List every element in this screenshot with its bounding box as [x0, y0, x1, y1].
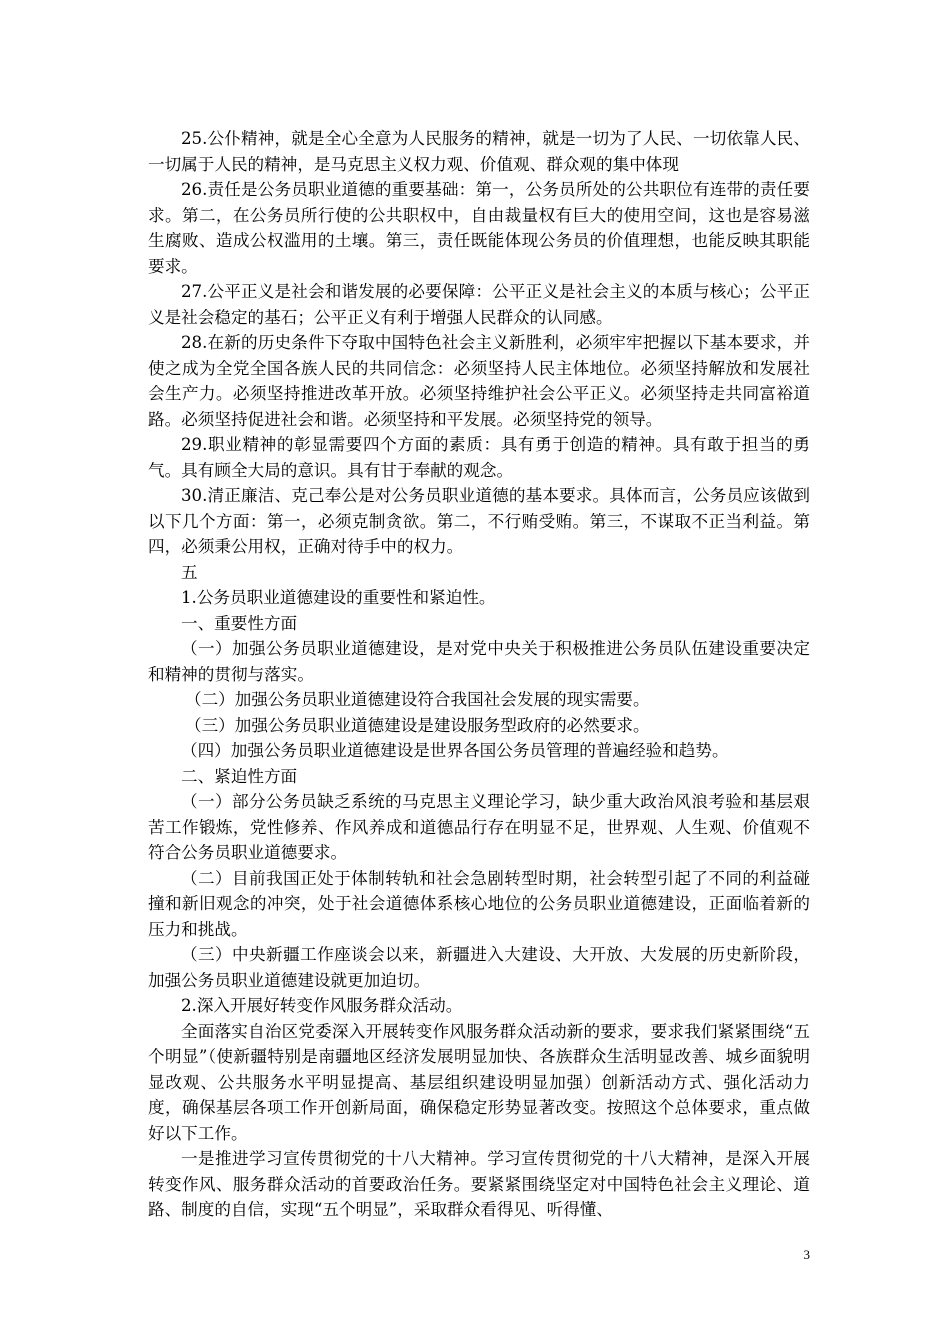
urgency-item-2: （二）目前我国正处于体制转轨和社会急剧转型时期，社会转型引起了不同的利益碰撞和新旧观念的冲突，处于社会道德体系核心地位的公务员职业道德建设，正面临着新的压力和挑战。 [148, 868, 810, 939]
document-body [148, 126, 810, 1223]
paragraph-26: 26.责任是公务员职业道德的重要基础：第一，公务员所处的公共职位有连带的责任要求。第二，在公务员所行使的公共职权中，自由裁量权有巨大的使用空间，这也是容易滋生腐败、造成公权滥用的土壤。第三，责任既能体现公务员的价值理想，也能反映其职能要求。 [148, 180, 810, 276]
subheading-1: 1.公务员职业道德建设的重要性和紧迫性。 [181, 588, 496, 607]
importance-item-2: （二）加强公务员职业道德建设符合我国社会发展的现实需要。 [185, 690, 650, 709]
page-number: 3 [803, 1247, 810, 1262]
paragraph-27: 27.公平正义是社会和谐发展的必要保障：公平正义是社会主义的本质与核心；公平正义是社会稳定的基石；公平正义有利于增强人民群众的认同感。 [148, 282, 810, 327]
importance-item-1: （一）加强公务员职业道德建设，是对党中央关于积极推进公务员队伍建设重要决定和精神的贯彻与落实。 [148, 639, 810, 684]
urgency-item-3: （三）中央新疆工作座谈会以来，新疆进入大建设、大开放、大发展的历史新阶段，加强公务员职业道德建设就更加迫切。 [148, 945, 810, 990]
subheading-urgency: 二、紧迫性方面 [181, 766, 298, 786]
paragraph-28: 28.在新的历史条件下夺取中国特色社会主义新胜利，必须牢牢把握以下基本要求，并使之成为全党全国各族人民的共同信念：必须坚持人民主体地位。必须坚持解放和发展社会生产力。必须坚持推进改革开放。必须坚持维护社会公平正义。必须坚持走共同富裕道路。必须坚持促进社会和谐。必须坚持和平发展。必须坚持党的领导。 [148, 333, 810, 429]
paragraph-point-one: 一是推进学习宣传贯彻党的十八大精神。学习宣传贯彻党的十八大精神，是深入开展转变作风、服务群众活动的首要政治任务。要紧紧围绕坚定对中国特色社会主义理论、道路、制度的自信，实现“五个明显”，采取群众看得见、听得懂、 [148, 1149, 810, 1219]
paragraph-29: 29.职业精神的彰显需要四个方面的素质：具有勇于创造的精神。具有敢于担当的勇气。具有顾全大局的意识。具有甘于奉献的观念。 [148, 435, 810, 480]
paragraph-overall-requirement: 全面落实自治区党委深入开展转变作风服务群众活动新的要求，要求我们紧紧围绕“五个明显”（使新疆特别是南疆地区经济发展明显加快、各族群众生活明显改善、城乡面貌明显改观、公共服务水平明显提高、基层组织建设明显加强）创新活动方式、强化活动力度，确保基层各项工作开创新局面，确保稳定形势显著改变。按照这个总体要求，重点做好以下工作。 [148, 1021, 810, 1143]
paragraph-30: 30.清正廉洁、克己奉公是对公务员职业道德的基本要求。具体而言，公务员应该做到以下几个方面：第一，必须克制贪欲。第二，不行贿受贿。第三，不谋取不正当利益。第四，必须秉公用权，正确对待手中的权力。 [148, 486, 810, 556]
section-heading-five: 五 [181, 562, 198, 582]
subheading-2: 2.深入开展好转变作风服务群众活动。 [181, 996, 463, 1015]
paragraph-25: 25.公仆精神，就是全心全意为人民服务的精神，就是一切为了人民、一切依靠人民、一切属于人民的精神，是马克思主义权力观、价值观、群众观的集中体现 [148, 129, 810, 174]
importance-item-4: （四）加强公务员职业道德建设是世界各国公务员管理的普遍经验和趋势。 [181, 741, 729, 760]
importance-item-3: （三）加强公务员职业道德建设是建设服务型政府的必然要求。 [185, 715, 650, 735]
subheading-importance: 一、重要性方面 [181, 613, 298, 633]
urgency-item-1: （一）部分公务员缺乏系统的马克思主义理论学习，缺少重大政治风浪考验和基层艰苦工作锻炼，党性修养、作风养成和道德品行存在明显不足，世界观、人生观、价值观不符合公务员职业道德要求。 [148, 792, 810, 862]
